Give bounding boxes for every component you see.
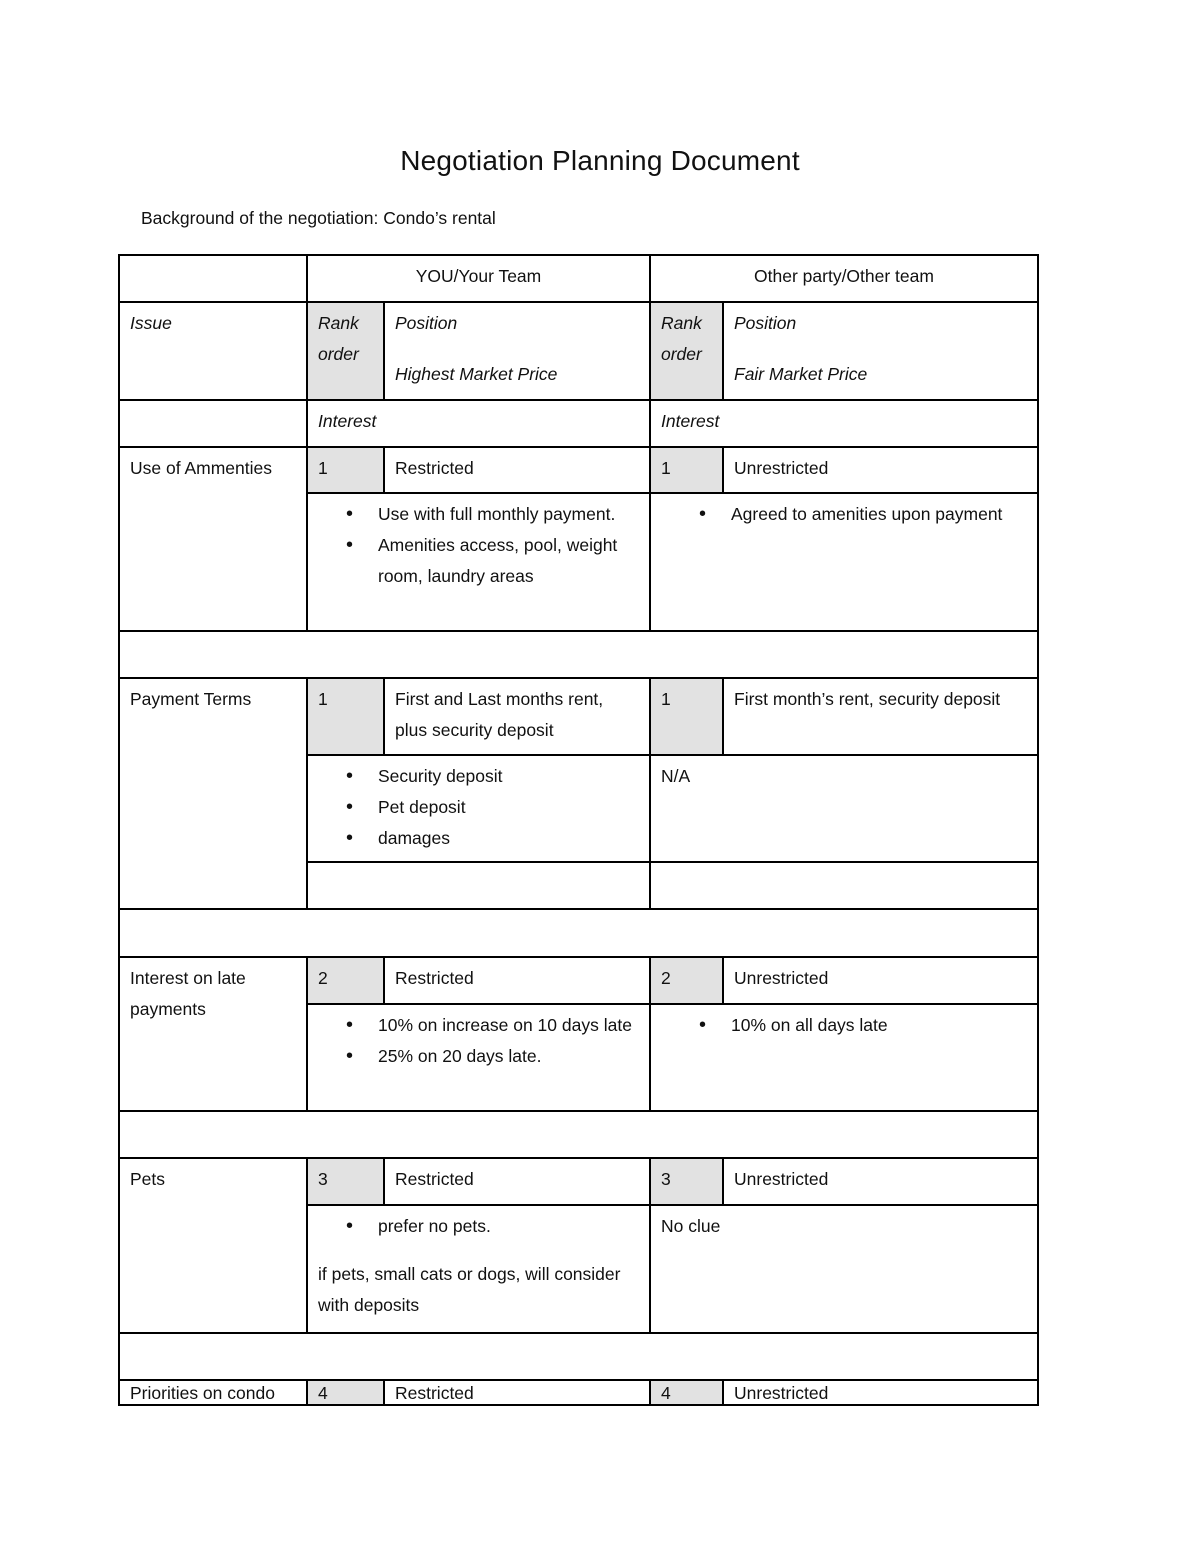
other-note: No clue <box>649 1204 1037 1332</box>
other-position-value: Fair Market Price <box>734 364 868 384</box>
spacer-row <box>118 1110 1037 1157</box>
header-you: YOU/Your Team <box>306 254 649 301</box>
other-position: Unrestricted <box>722 956 1037 1003</box>
other-position: Unrestricted <box>722 1379 1037 1404</box>
you-interest-item: • Pet deposit <box>378 792 639 823</box>
other-note: N/A <box>649 754 1037 861</box>
other-rank-order-label: Rank order <box>649 301 722 399</box>
you-interest-item: • Use with full monthly payment. <box>378 499 639 530</box>
you-interest-item: • Amenities access, pool, weight room, laundry areas <box>378 530 639 592</box>
background-line: Background of the negotiation: Condo’s rental <box>141 208 496 228</box>
you-interests <box>306 1003 649 1110</box>
spacer-row <box>118 908 1037 956</box>
you-interest-list <box>318 1010 639 1072</box>
interest-blank-cell <box>118 399 306 446</box>
you-position-cell <box>383 301 649 399</box>
issue-name: Use of Ammenties <box>118 446 306 630</box>
issue-name: Interest on late payments <box>118 956 306 1110</box>
you-rank: 4 <box>306 1379 383 1404</box>
other-interest-item: • Agreed to amenities upon payment <box>731 499 1027 530</box>
other-rank: 2 <box>649 956 722 1003</box>
you-interests <box>306 492 649 630</box>
other-position: Unrestricted <box>722 1157 1037 1204</box>
other-position-label: Position <box>734 313 797 333</box>
you-rank: 2 <box>306 956 383 1003</box>
header-other: Other party/Other team <box>649 254 1037 301</box>
you-position: Restricted <box>383 1379 649 1404</box>
you-interest-item: • 25% on 20 days late. <box>378 1041 639 1072</box>
other-rank: 4 <box>649 1379 722 1404</box>
you-position-label: Position <box>395 313 458 333</box>
document-title: Negotiation Planning Document <box>400 145 800 176</box>
spacer-row <box>118 630 1037 677</box>
you-rank: 1 <box>306 677 383 754</box>
spacer-row <box>118 1332 1037 1379</box>
issue-label: Issue <box>118 301 306 399</box>
you-position: Restricted <box>383 1157 649 1204</box>
you-interest-list <box>318 1211 639 1242</box>
you-position-value: Highest Market Price <box>395 364 558 384</box>
other-position: First month’s rent, security deposit <box>722 677 1037 754</box>
empty-cell <box>306 861 649 908</box>
you-rank-order-label: Rank order <box>306 301 383 399</box>
header-blank-cell <box>118 254 306 301</box>
other-rank: 1 <box>649 677 722 754</box>
issue-name: Payment Terms <box>118 677 306 908</box>
you-interest-item: • Security deposit <box>378 761 639 792</box>
you-interest-item: • damages <box>378 823 639 854</box>
other-rank: 3 <box>649 1157 722 1204</box>
negotiation-table <box>118 254 1039 1406</box>
you-position: First and Last months rent, plus security deposit <box>383 677 649 754</box>
empty-cell <box>649 861 1037 908</box>
other-rank: 1 <box>649 446 722 492</box>
you-note: if pets, small cats or dogs, will consider with deposits <box>318 1264 621 1315</box>
other-position: Unrestricted <box>722 446 1037 492</box>
issue-name: Priorities on condo <box>118 1379 306 1404</box>
you-interest-list <box>318 499 639 592</box>
other-interests <box>649 1003 1037 1110</box>
you-interest-list <box>318 761 639 854</box>
other-interest-list <box>661 499 1027 530</box>
you-rank: 3 <box>306 1157 383 1204</box>
you-interest-item: • prefer no pets. <box>378 1211 639 1242</box>
other-interest-item: • 10% on all days late <box>731 1010 1027 1041</box>
issue-name: Pets <box>118 1157 306 1332</box>
you-position: Restricted <box>383 956 649 1003</box>
you-interests <box>306 754 649 861</box>
you-position: Restricted <box>383 446 649 492</box>
other-interest-label: Interest <box>649 399 1037 446</box>
other-interest-list <box>661 1010 1027 1041</box>
you-interests <box>306 1204 649 1332</box>
you-interest-item: • 10% on increase on 10 days late <box>378 1010 639 1041</box>
other-position-cell <box>722 301 1037 399</box>
other-interests <box>649 492 1037 630</box>
you-interest-label: Interest <box>306 399 649 446</box>
you-rank: 1 <box>306 446 383 492</box>
